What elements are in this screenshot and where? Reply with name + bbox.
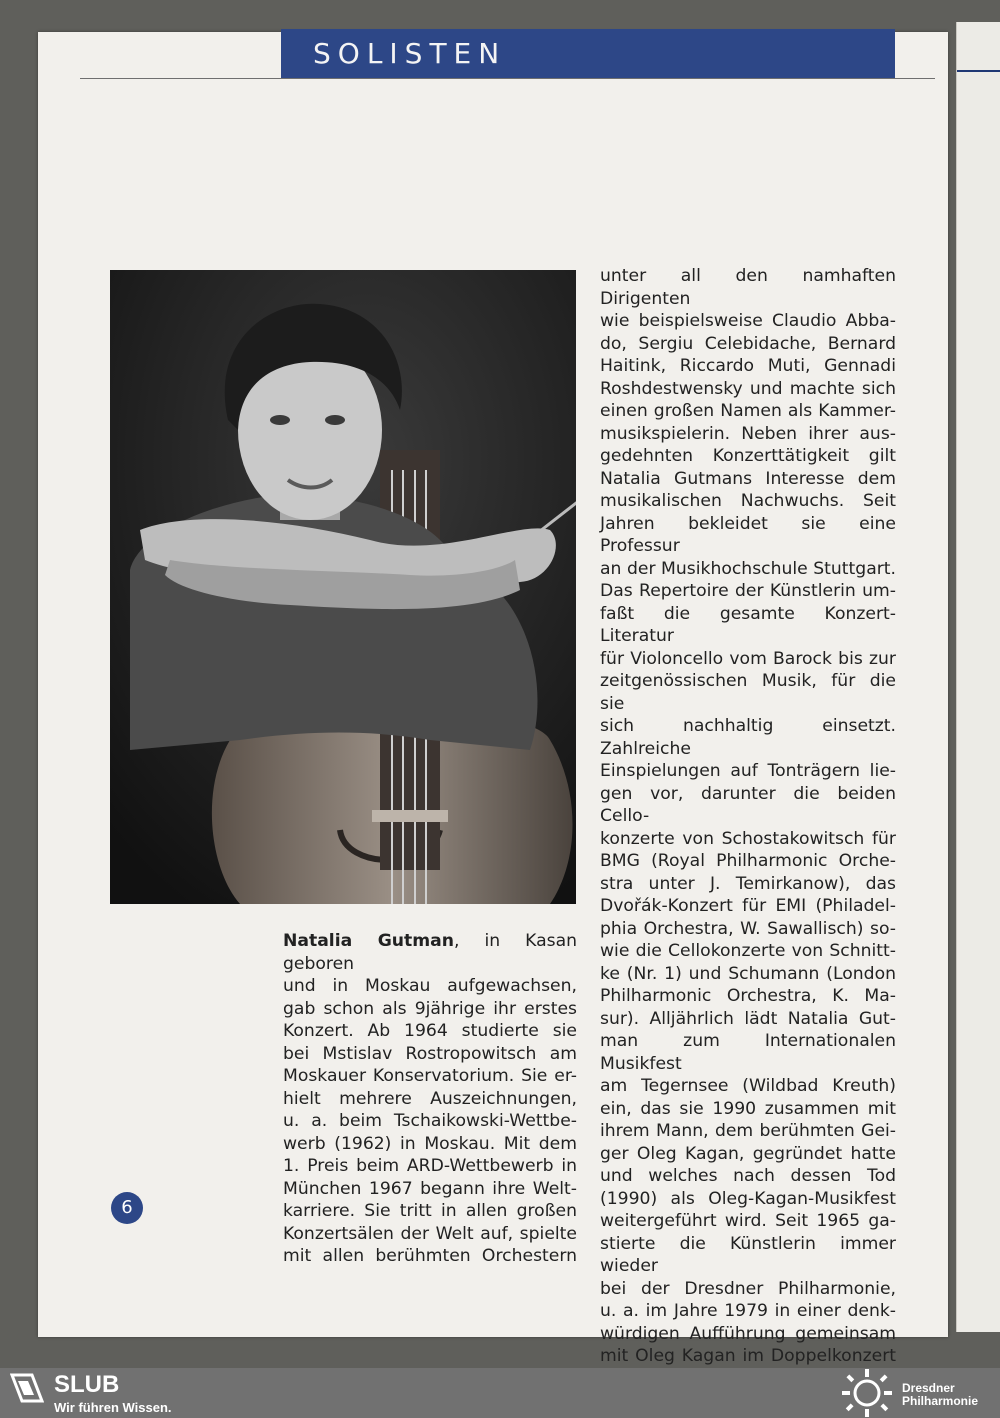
- right-line: am Tegernsee (Wildbad Kreuth): [600, 1076, 896, 1096]
- article-column-right: [600, 265, 896, 1390]
- left-line: und in Moskau aufgewachsen,: [283, 976, 577, 996]
- right-line: Einspielungen auf Tonträgern lie-: [600, 761, 896, 781]
- left-line: bei Mstislav Rostropowitsch am: [283, 1043, 577, 1064]
- right-line: unter all den namhaften Dirigenten: [600, 266, 896, 309]
- page-number: 6: [111, 1192, 143, 1224]
- right-line: konzerte von Schostakowitsch für: [600, 828, 896, 849]
- slub-name: SLUB: [54, 1371, 120, 1398]
- right-line: stierte die Künstlerin immer wieder: [600, 1233, 896, 1276]
- right-line: einen großen Namen als Kammer-: [600, 401, 896, 421]
- right-line: musikspielerin. Neben ihrer aus-: [600, 423, 896, 444]
- right-line: musikalischen Nachwuchs. Seit: [600, 491, 896, 511]
- right-line: man zum Internationalen Musikfest: [600, 1031, 896, 1074]
- right-line: (1990) als Oleg-Kagan-Musikfest: [600, 1188, 896, 1209]
- right-line: Roshdestwensky und machte sich: [600, 378, 896, 399]
- right-line: ger Oleg Kagan, gegründet hatte: [600, 1143, 896, 1164]
- right-line: Dvořák-Konzert für EMI (Philadel-: [600, 896, 896, 916]
- dresdner-philharmonie-name: [902, 1382, 978, 1408]
- left-line: 1. Preis beim ARD-Wettbewerb in: [283, 1156, 577, 1176]
- slub-tagline: Wir führen Wissen.: [54, 1400, 172, 1415]
- right-line: würdigen Aufführung gemeinsam: [600, 1323, 896, 1344]
- right-line: bei der Dresdner Philharmonie,: [600, 1278, 896, 1299]
- left-line: mit allen berühmten Orchestern: [283, 1246, 577, 1266]
- lead-name: Natalia Gutman: [283, 931, 454, 951]
- dp-line-2: Philharmonie: [902, 1394, 979, 1408]
- document-page: [38, 32, 948, 1366]
- right-line: für Violoncello vom Barock bis zur: [600, 648, 896, 669]
- right-line: mit Oleg Kagan im Doppelkonzert: [600, 1346, 896, 1366]
- left-line: gab schon als 9jährige ihr erstes: [283, 998, 577, 1019]
- portrait-photo-illustration: [110, 270, 576, 904]
- left-line: u. a. beim Tschaikowski-Wettbe-: [283, 1111, 577, 1131]
- right-line: stra unter J. Temirkanow), das: [600, 873, 896, 894]
- right-line: sur). Alljährlich lädt Natalia Gut-: [600, 1008, 896, 1029]
- left-line: München 1967 begann ihre Welt-: [283, 1178, 577, 1199]
- right-line: Natalia Gutmans Interesse dem: [600, 468, 896, 489]
- right-line: gen vor, darunter die beiden Cello-: [600, 783, 896, 826]
- section-header: [281, 29, 895, 78]
- right-line: ihrem Mann, dem berühmten Gei-: [600, 1121, 896, 1141]
- right-line: gedehnten Konzerttätigkeit gilt: [600, 446, 896, 466]
- article-column-left: [283, 930, 577, 1268]
- right-line: u. a. im Jahre 1979 in einer denk-: [600, 1301, 896, 1321]
- left-line: hielt mehrere Auszeichnungen,: [283, 1088, 577, 1109]
- section-title: SOLISTEN: [313, 37, 507, 70]
- right-line: sich nachhaltig einsetzt. Zahlreiche: [600, 716, 896, 759]
- right-line: ke (Nr. 1) und Schumann (London: [600, 963, 896, 984]
- right-line: ein, das sie 1990 zusammen mit: [600, 1098, 896, 1119]
- adjacent-page-edge: [956, 22, 1000, 1332]
- left-line: Konzertsälen der Welt auf, spielte: [283, 1223, 577, 1244]
- right-line: wie die Cellokonzerte von Schnitt-: [600, 941, 896, 961]
- left-line: karriere. Sie tritt in allen großen: [283, 1201, 577, 1221]
- header-rule: [80, 78, 935, 79]
- right-line: Das Repertoire der Künstlerin um-: [600, 581, 896, 601]
- dp-line-1: Dresdner: [902, 1381, 955, 1395]
- left-line: [283, 930, 577, 975]
- right-line: do, Sergiu Celebidache, Bernard: [600, 333, 896, 354]
- left-line: Konzert. Ab 1964 studierte sie: [283, 1021, 577, 1041]
- left-line: Moskauer Konservatorium. Sie er-: [283, 1066, 577, 1086]
- right-line: faßt die gesamte Konzert-Literatur: [600, 603, 896, 646]
- right-line: phia Orchestra, W. Sawallisch) so-: [600, 918, 896, 939]
- adjacent-page-rule: [957, 70, 1000, 72]
- right-line: zeitgenössischen Musik, für die sie: [600, 671, 896, 714]
- right-line: und welches nach dessen Tod: [600, 1166, 896, 1186]
- left-line: werb (1962) in Moskau. Mit dem: [283, 1133, 577, 1154]
- right-line: an der Musikhochschule Stuttgart.: [600, 558, 896, 579]
- portrait-photo: [110, 270, 576, 904]
- dresdner-philharmonie-logo-icon: [842, 1369, 892, 1417]
- right-line: Jahren bekleidet sie eine Professur: [600, 513, 896, 556]
- left-line-text: , in Kasan geboren: [283, 931, 577, 974]
- right-line: wie beispielsweise Claudio Abba-: [600, 311, 896, 331]
- right-line: Philharmonic Orchestra, K. Ma-: [600, 986, 896, 1006]
- slub-logo-icon: [10, 1373, 44, 1403]
- right-line: BMG (Royal Philharmonic Orche-: [600, 851, 896, 871]
- right-line: weitergeführt wird. Seit 1965 ga-: [600, 1211, 896, 1231]
- right-line: Haitink, Riccardo Muti, Gennadi: [600, 356, 896, 376]
